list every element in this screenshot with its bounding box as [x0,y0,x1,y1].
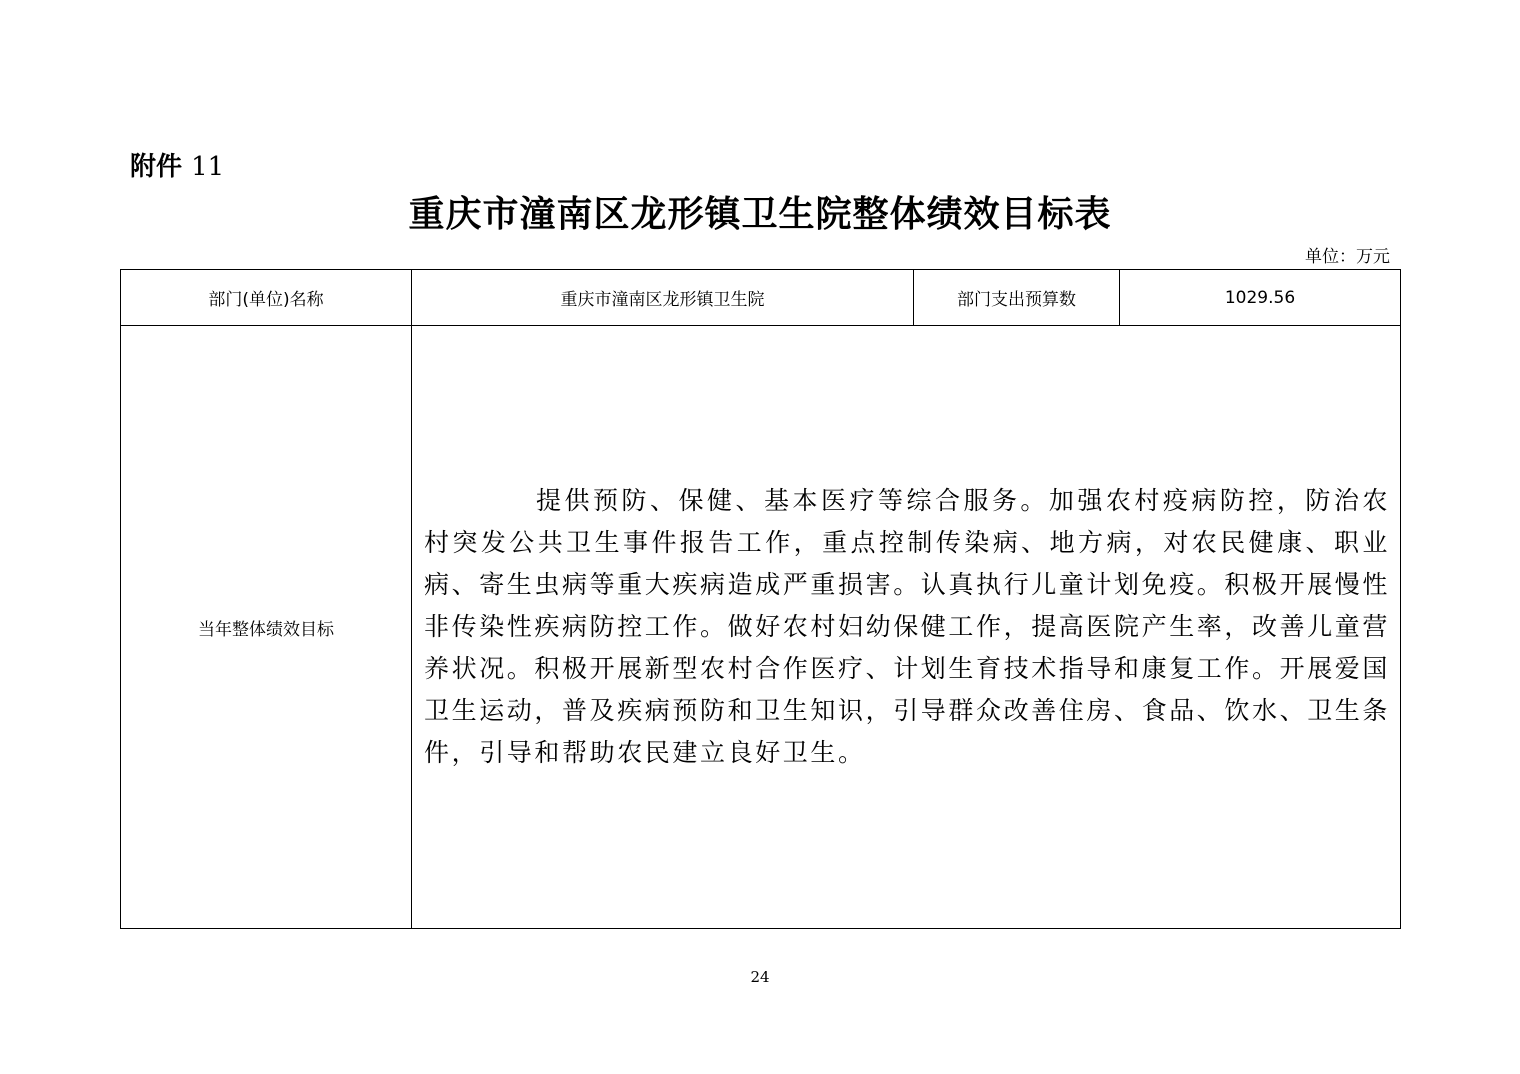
unit-label: 单位：万元 [1305,247,1390,267]
performance-goal-table [120,269,1401,929]
goal-text-cell [412,326,1401,929]
dept-name-value-cell: 重庆市潼南区龙形镇卫生院 [412,270,914,326]
page-number: 24 [750,968,770,986]
attachment-prefix: 附件 [130,152,183,182]
table-row-goal [121,326,1401,929]
budget-label-cell: 部门支出预算数 [914,270,1120,326]
document-title: 重庆市潼南区龙形镇卫生院整体绩效目标表 [408,193,1112,235]
dept-name-label-cell: 部门(单位)名称 [121,270,412,326]
goal-label-cell: 当年整体绩效目标 [121,326,412,929]
attachment-label [130,146,224,183]
goal-text: 提供预防、保健、基本医疗等综合服务。加强农村疫病防控，防治农村突发公共卫生事件报告工作，重点控制传染病、地方病，对农民健康、职业病、寄生虫病等重大疾病造成严重损害。认真执行儿童计划免疫。积极开展慢性非传染性疾病防控工作。做好农村妇幼保健工作，提高医院产生率，改善儿童营养状况。积极开展新型农村合作医疗、计划生育技术指导和康复工作。开展爱国卫生运动，普及疾病预防和卫生知识，引导群众改善住房、食品、饮水、卫生条件，引导和帮助农民建立良好卫生。 [424,486,1391,767]
table-row-header [121,270,1401,326]
budget-value-cell: 1029.56 [1120,270,1401,326]
attachment-number: 11 [191,152,225,182]
